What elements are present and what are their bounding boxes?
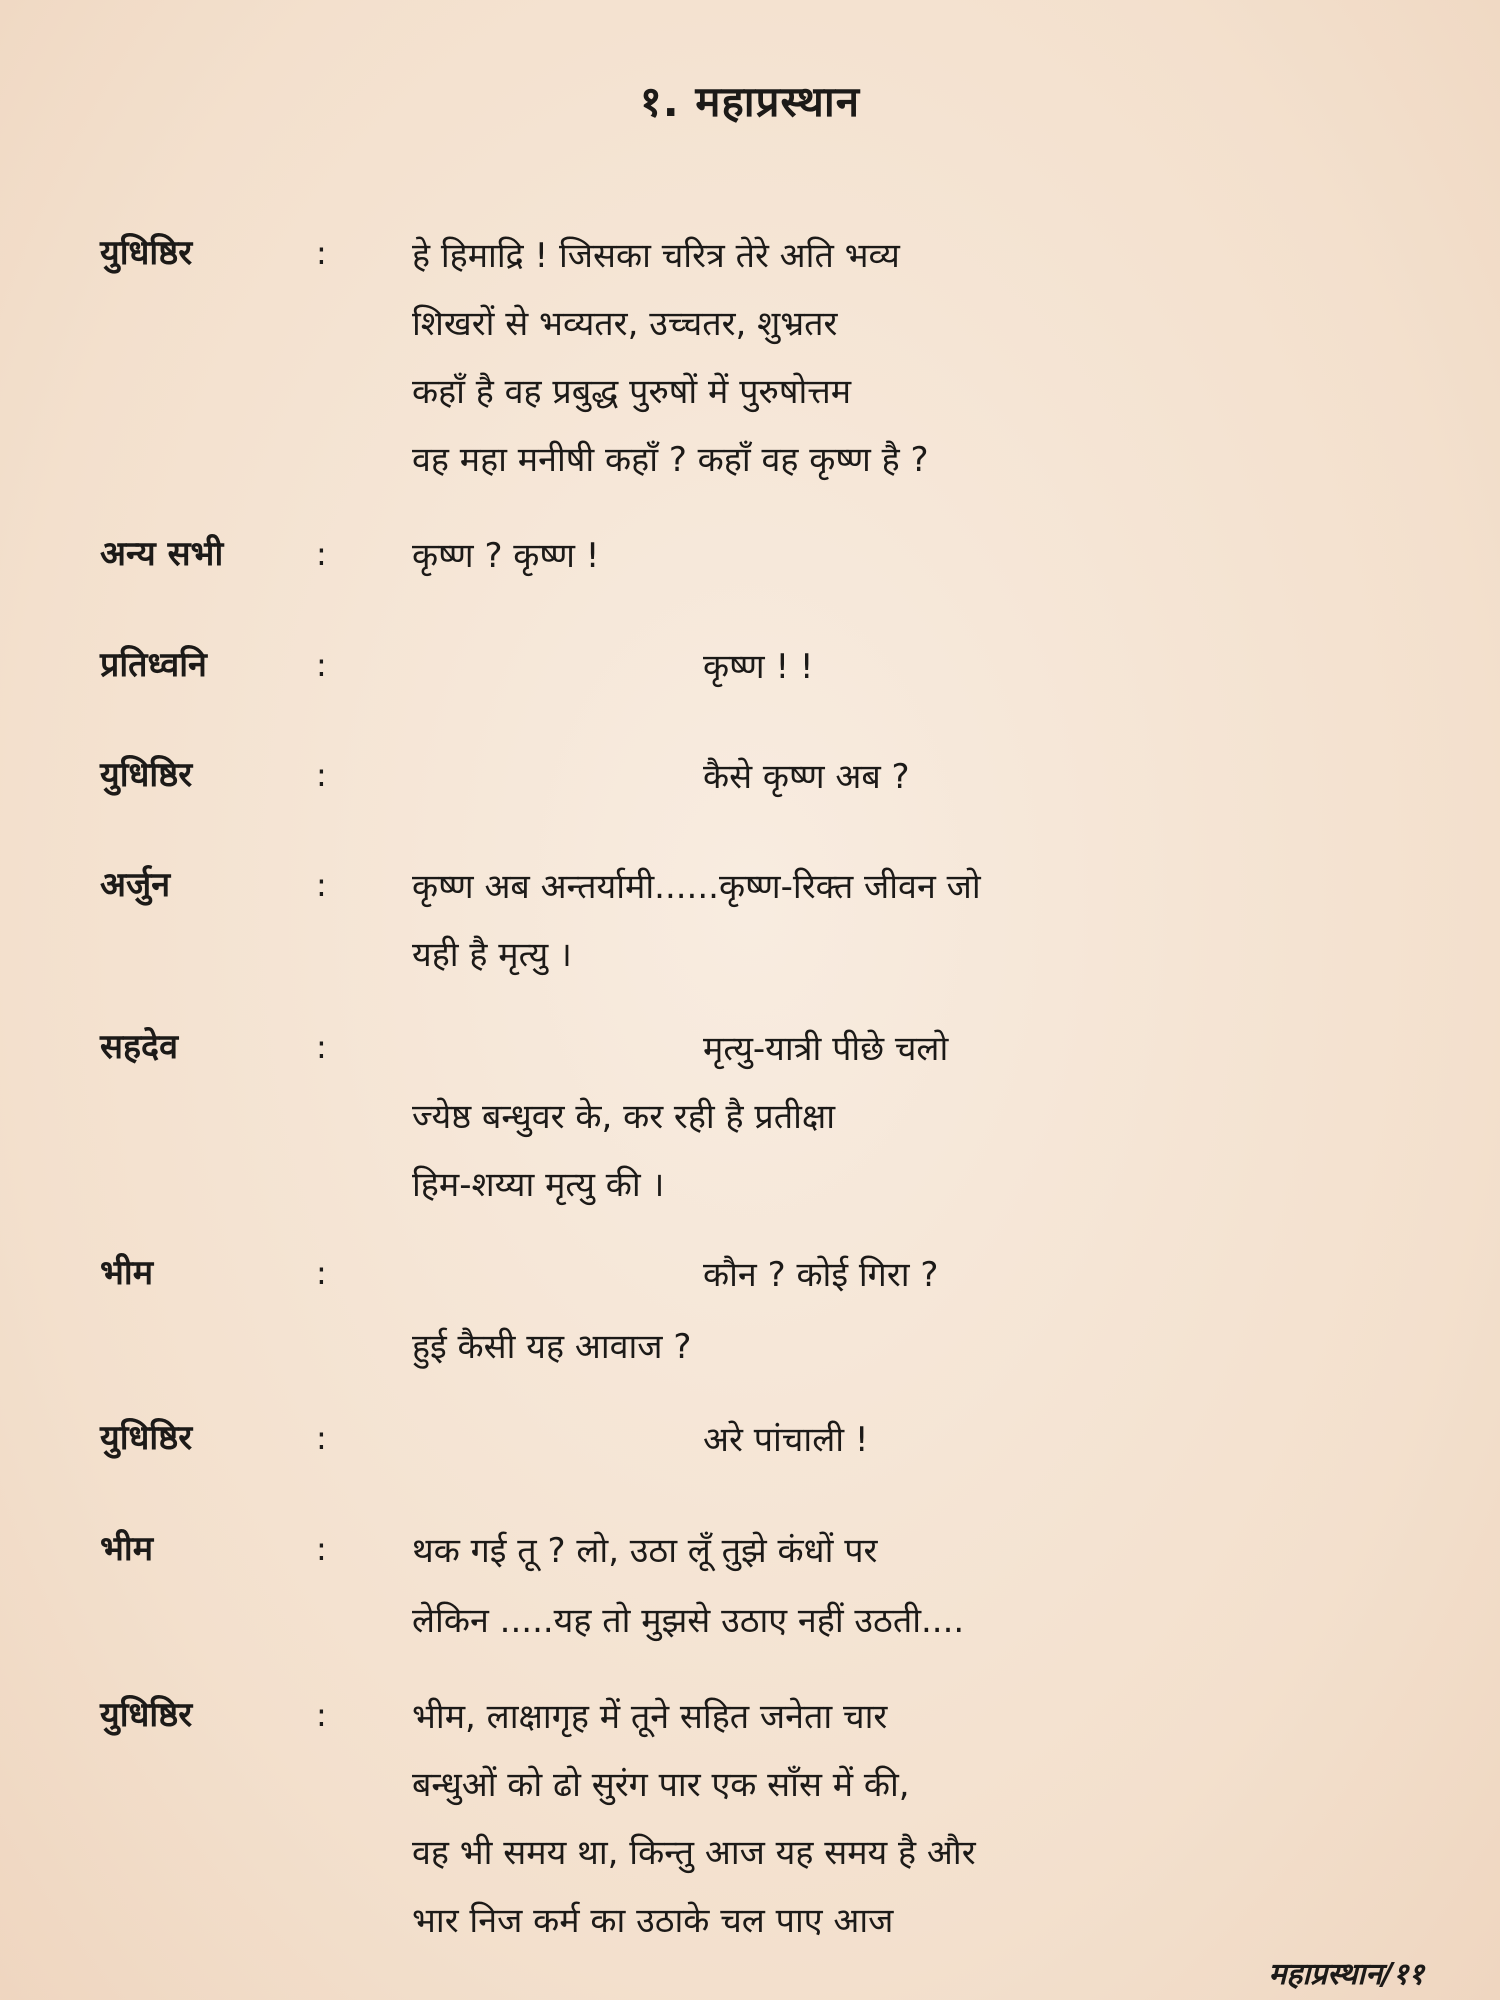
speaker-colon: : — [316, 1419, 327, 1457]
dialogue-line: वह भी समय था, किन्तु आज यह समय है और — [412, 1833, 976, 1873]
speaker-colon: : — [316, 866, 327, 904]
dialogue-line: लेकिन .....यह तो मुझसे उठाए नहीं उठती.... — [412, 1601, 965, 1641]
dialogue-line: हिम-शय्या मृत्यु की । — [412, 1165, 665, 1205]
dialogue-line: शिखरों से भव्यतर, उच्चतर, शुभ्रतर — [412, 304, 838, 344]
dialogue-line: वह महा मनीषी कहाँ ? कहाँ वह कृष्ण है ? — [412, 440, 929, 480]
dialogue-line: थक गई तू ? लो, उठा लूँ तुझे कंधों पर — [412, 1531, 878, 1571]
page-footer: महाप्रस्थान/११ — [1268, 1957, 1424, 1992]
chapter-title: १. महाप्रस्थान — [639, 77, 861, 126]
dialogue-line: कृष्ण ? कृष्ण ! — [412, 536, 600, 576]
speaker-colon: : — [316, 1254, 327, 1292]
speaker-name: युधिष्ठिर — [100, 233, 193, 273]
dialogue-line: कहाँ है वह प्रबुद्ध पुरुषों में पुरुषोत्तम — [412, 372, 852, 412]
dialogue-line: कृष्ण ! ! — [703, 647, 814, 687]
dialogue-line: मृत्यु-यात्री पीछे चलो — [703, 1029, 949, 1069]
dialogue-line: बन्धुओं को ढो सुरंग पार एक साँस में की, — [412, 1765, 910, 1805]
speaker-colon: : — [316, 535, 327, 573]
speaker-name: युधिष्ठिर — [100, 1695, 193, 1735]
dialogue-line: कैसे कृष्ण अब ? — [703, 757, 910, 797]
speaker-name: भीम — [100, 1253, 154, 1293]
speaker-colon: : — [316, 234, 327, 272]
speaker-name: प्रतिध्वनि — [100, 645, 207, 685]
speaker-name: युधिष्ठिर — [100, 1418, 193, 1458]
dialogue-line: कौन ? कोई गिरा ? — [703, 1255, 939, 1295]
speaker-name: अर्जुन — [100, 865, 171, 905]
dialogue-line: भीम, लाक्षागृह में तूने सहित जनेता चार — [412, 1697, 888, 1737]
dialogue-line: अरे पांचाली ! — [703, 1420, 869, 1460]
speaker-name: भीम — [100, 1529, 154, 1569]
speaker-colon: : — [316, 1530, 327, 1568]
dialogue-line: ज्येष्ठ बन्धुवर के, कर रही है प्रतीक्षा — [412, 1097, 836, 1137]
speaker-name: सहदेव — [100, 1027, 178, 1067]
speaker-name: अन्य सभी — [100, 534, 224, 574]
dialogue-line: भार निज कर्म का उठाके चल पाए आज — [412, 1901, 894, 1941]
speaker-colon: : — [316, 1696, 327, 1734]
dialogue-line: हुई कैसी यह आवाज ? — [412, 1327, 692, 1367]
dialogue-line: यही है मृत्यु । — [412, 935, 572, 975]
dialogue-line: कृष्ण अब अन्तर्यामी......कृष्ण-रिक्त जीवन जो — [412, 867, 981, 907]
speaker-colon: : — [316, 1028, 327, 1066]
dialogue-line: हे हिमाद्रि ! जिसका चरित्र तेरे अति भव्य — [412, 236, 900, 276]
speaker-name: युधिष्ठिर — [100, 755, 193, 795]
speaker-colon: : — [316, 646, 327, 684]
speaker-colon: : — [316, 756, 327, 794]
